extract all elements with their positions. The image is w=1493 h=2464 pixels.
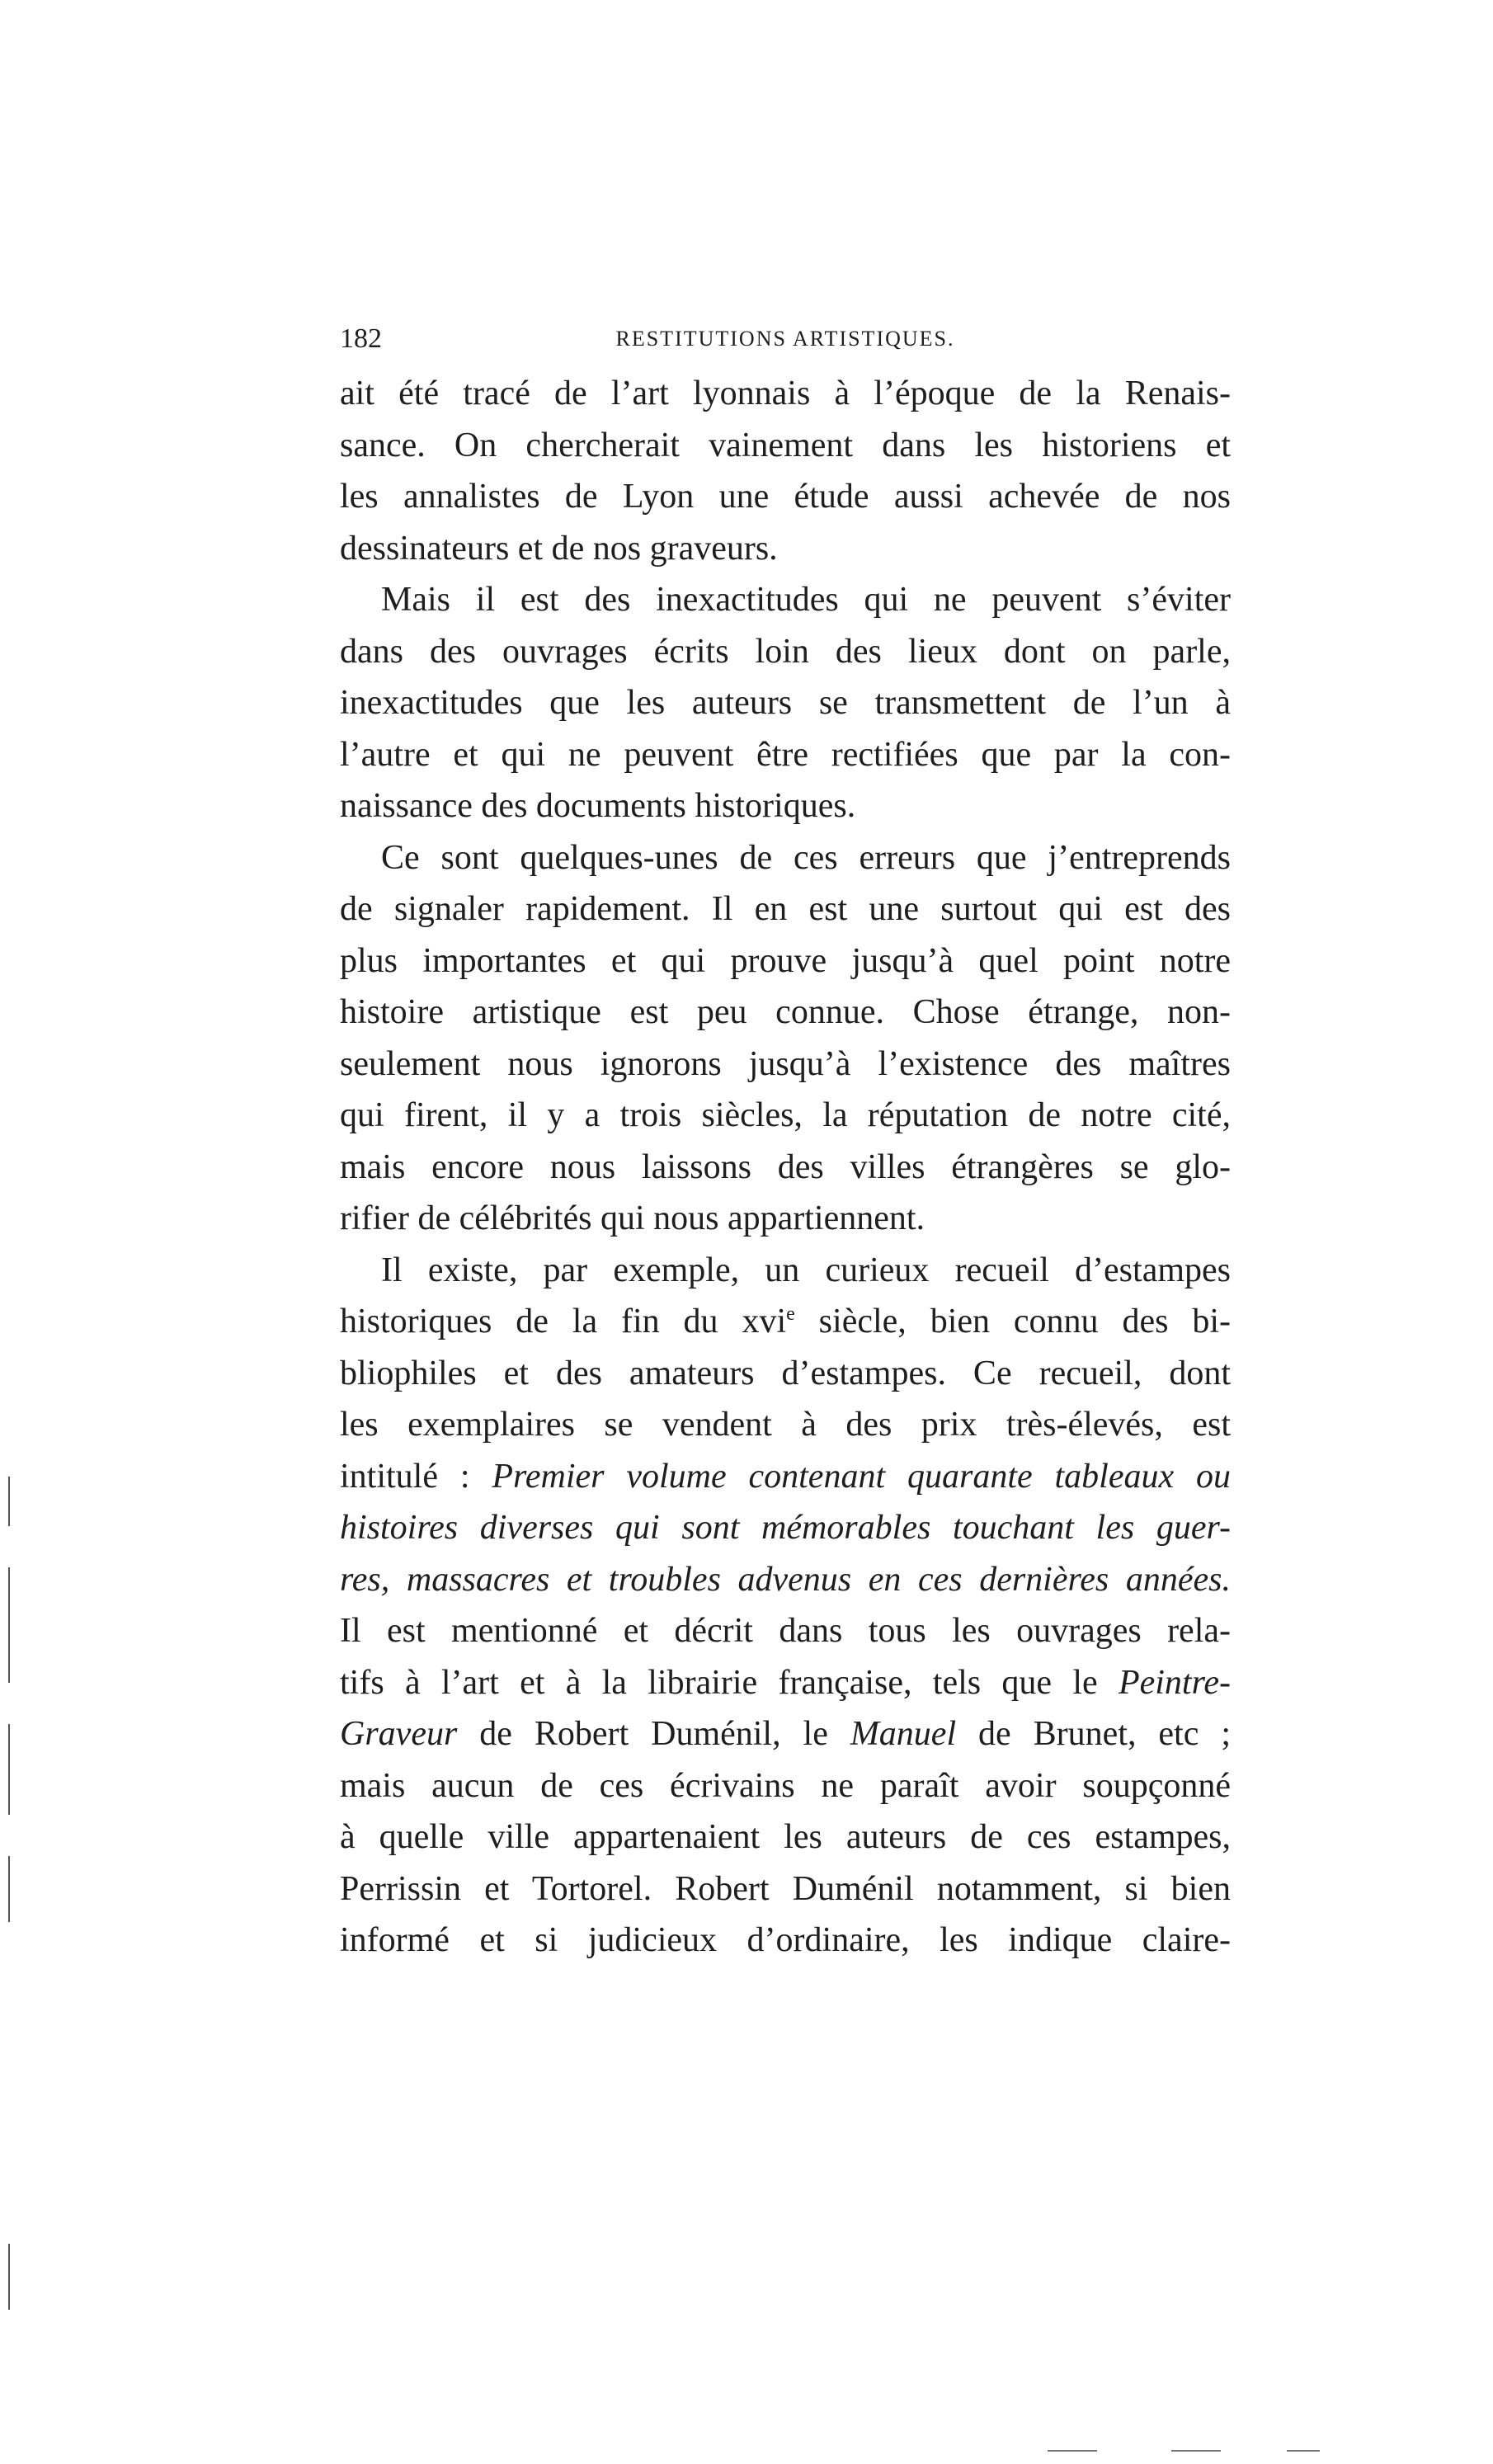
italic-title: Premier volume contenant quarante tableaux ou <box>492 1457 1232 1496</box>
page-number: 182 <box>340 323 382 354</box>
body-text <box>340 368 1231 1967</box>
text-segment: de Robert Duménil, le <box>457 1715 850 1753</box>
text-line: à quelle ville appartenaient les auteurs de ces estampes, <box>340 1818 1231 1856</box>
scan-margin-mark <box>8 1477 10 1526</box>
scan-margin-mark <box>8 1724 10 1815</box>
text-segment: intitulé : <box>340 1457 492 1496</box>
text-line: naissance des documents historiques. <box>340 787 856 825</box>
italic-title: Manuel <box>850 1715 957 1753</box>
text-line: histoire artistique est peu connue. Chose étrange, non- <box>340 993 1231 1031</box>
text-line: seulement nous ignorons jusqu’à l’existence des maîtres <box>340 1044 1231 1083</box>
text-line: de signaler rapidement. Il en est une surtout qui est des <box>340 890 1231 928</box>
scan-margin-mark <box>8 1567 10 1683</box>
text-line: qui firent, il y a trois siècles, la réputation de notre cité, <box>340 1096 1231 1134</box>
text-line: informé et si judicieux d’ordinaire, les indique claire- <box>340 1921 1231 1959</box>
text-segment: historiques de la fin du xvi <box>340 1303 787 1340</box>
text-line: histoires diverses qui sont mémorables touchant les guer- <box>340 1509 1231 1547</box>
scan-edge-mark <box>1171 2450 1221 2452</box>
text-line <box>340 1451 1231 1503</box>
text-line: mais encore nous laissons des villes étrangères se glo- <box>340 1147 1231 1186</box>
text-line: bliophiles et des amateurs d’estampes. Ce recueil, dont <box>340 1354 1231 1392</box>
scan-edge-mark <box>1287 2450 1320 2452</box>
text-line: l’autre et qui ne peuvent être rectifiées que par la con- <box>340 735 1231 774</box>
text-line: mais aucun de ces écrivains ne paraît avoir soupçonné <box>340 1766 1231 1805</box>
italic-title: Graveur <box>340 1715 458 1753</box>
text-line: les exemplaires se vendent à des prix très-élevés, est <box>340 1406 1231 1444</box>
running-title: RESTITUTIONS ARTISTIQUES. <box>615 327 955 351</box>
text-line: Ce sont quelques-unes de ces erreurs que j’entreprends <box>381 838 1231 877</box>
text-line: Il est mentionné et décrit dans tous les ouvrages rela- <box>340 1612 1231 1650</box>
text-line: Mais il est des inexactitudes qui ne peuvent s’éviter <box>381 581 1231 619</box>
text-segment: tifs à l’art et à la librairie française, tels que le <box>340 1663 1119 1702</box>
text-line: rifier de célébrités qui nous appartiennent. <box>340 1199 925 1237</box>
scan-margin-mark <box>8 1856 10 1922</box>
text-line: sance. On chercherait vainement dans les historiens et <box>340 426 1231 464</box>
text-line <box>340 1296 1231 1348</box>
text-line: ait été tracé de l’art lyonnais à l’époque de la Renais- <box>340 375 1231 412</box>
scan-margin-mark <box>8 2244 10 2310</box>
scan-edge-mark <box>1048 2450 1097 2452</box>
text-line <box>340 1657 1231 1709</box>
text-line: res, massacres et troubles advenus en ces dernières années. <box>340 1560 1231 1599</box>
text-line: les annalistes de Lyon une étude aussi achevée de nos <box>340 478 1231 516</box>
italic-title: Peintre- <box>1118 1663 1231 1702</box>
page-header <box>340 318 1231 360</box>
text-segment: siècle, bien connu des bi- <box>794 1303 1231 1340</box>
text-line <box>340 1708 1231 1760</box>
text-line: plus importantes et qui prouve jusqu’à quel point notre <box>340 941 1231 980</box>
text-line: Perrissin et Tortorel. Robert Duménil notamment, si bien <box>340 1869 1231 1908</box>
text-line: dessinateurs et de nos graveurs. <box>340 529 778 568</box>
superscript: e <box>786 1303 795 1325</box>
text-line: Il existe, par exemple, un curieux recueil d’estampes <box>381 1251 1231 1289</box>
text-line: inexactitudes que les auteurs se transmettent de l’un à <box>340 684 1231 722</box>
text-line: dans des ouvrages écrits loin des lieux dont on parle, <box>340 632 1231 671</box>
text-segment: de Brunet, etc ; <box>956 1715 1231 1753</box>
